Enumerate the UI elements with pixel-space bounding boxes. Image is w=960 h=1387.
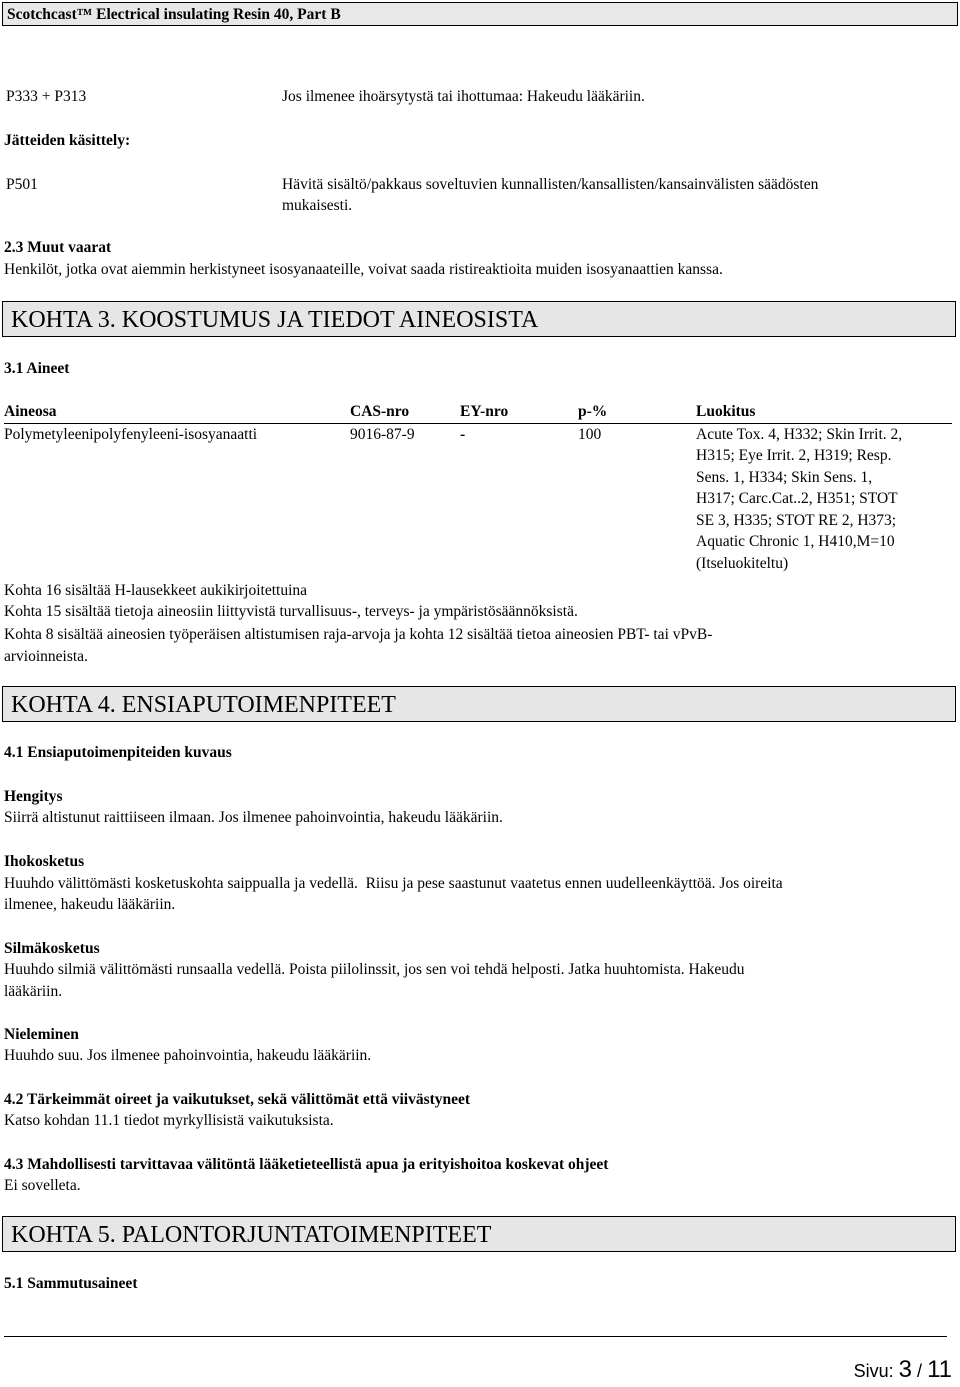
classification-line: SE 3, H335; STOT RE 2, H373;: [696, 511, 897, 529]
eye-contact-heading: Silmäkosketus: [4, 940, 100, 957]
classification-line: Acute Tox. 4, H332; Skin Irrit. 2,: [696, 425, 903, 443]
page-current: 3: [898, 1356, 913, 1383]
section-3-note-8-line2: arvioinneista.: [4, 648, 88, 665]
p333-text: Jos ilmenee ihoärsytystä tai ihottumaa: Hakeudu lääkäriin.: [282, 88, 645, 105]
col-header-classification: Luokitus: [696, 401, 952, 423]
cell-classification: [696, 423, 952, 574]
skin-contact-text-line1: Huuhdo välittömästi kosketuskohta saippualla ja vedellä. Riisu ja pese saastunut vaatetus ennen uudelleenkäyttöä. Jos oireita: [4, 875, 783, 892]
classification-line: (Itseluokiteltu): [696, 554, 789, 572]
waste-heading: Jätteiden käsittely:: [4, 132, 131, 149]
footer-divider: [4, 1336, 947, 1337]
col-header-ingredient: Aineosa: [4, 401, 350, 423]
section-4-2-text: Katso kohdan 11.1 tiedot myrkyllisistä vaikutuksista.: [4, 1112, 334, 1129]
section-3-note-8-line1: Kohta 8 sisältää aineosien työperäisen altistumisen raja-arvoja ja kohta 12 sisältää tietoa aineosien PBT- tai vPvB-: [4, 626, 713, 643]
section-4-2-heading: 4.2 Tärkeimmät oireet ja vaikutukset, sekä välittömät että viivästyneet: [4, 1091, 471, 1108]
skin-contact-heading: Ihokosketus: [4, 853, 85, 870]
eye-contact-text-line1: Huuhdo silmiä välittömästi runsaalla vedellä. Poista piilolinssit, jos sen voi tehdä helposti. Jatka huuhtomista. Hakeudu: [4, 961, 745, 978]
classification-line: H317; Carc.Cat..2, H351; STOT: [696, 490, 898, 507]
p501-text-line1: Hävitä sisältö/pakkaus soveltuvien kunnallisten/kansallisten/kansainvälisten säädösten: [282, 176, 819, 193]
table-row: [4, 423, 952, 574]
section-3-note-15: Kohta 15 sisältää tietoja aineosiin liittyvistä turvallisuus-, terveys- ja ympäristösäännöksistä.: [4, 603, 578, 620]
cell-cas: 9016-87-9: [350, 425, 415, 443]
col-header-cas: CAS-nro: [350, 401, 460, 423]
section-3-note-16: Kohta 16 sisältää H-lausekkeet aukikirjoitettuina: [4, 582, 308, 599]
p501-text-line2: mukaisesti.: [282, 197, 353, 214]
section-3-1-heading: 3.1 Aineet: [4, 360, 70, 377]
col-header-ey: EY-nro: [460, 401, 578, 423]
section-5-title: KOHTA 5. PALONTORJUNTATOIMENPITEET: [2, 1216, 956, 1252]
page-number: [854, 1356, 952, 1384]
section-4-3-heading: 4.3 Mahdollisesti tarvittavaa välitöntä lääketieteellistä apua ja erityishoitoa koskevat ohjeet: [4, 1156, 609, 1173]
page-label: Sivu:: [853, 1361, 894, 1381]
skin-contact-text-line2: ilmenee, hakeudu lääkäriin.: [4, 896, 176, 913]
other-hazards-heading: 2.3 Muut vaarat: [4, 239, 112, 256]
p333-code: P333 + P313: [6, 88, 87, 105]
inhalation-text: Siirrä altistunut raittiiseen ilmaan. Jos ilmenee pahoinvointia, hakeudu lääkäriin.: [4, 809, 503, 826]
page-separator: /: [917, 1361, 923, 1381]
classification-line: Sens. 1, H334; Skin Sens. 1,: [696, 468, 873, 486]
document-header: Scotchcast™ Electrical insulating Resin 40, Part B: [2, 2, 958, 26]
ingestion-text: Huuhdo suu. Jos ilmenee pahoinvointia, hakeudu lääkäriin.: [4, 1047, 372, 1064]
p501-code: P501: [6, 176, 38, 193]
other-hazards-text: Henkilöt, jotka ovat aiemmin herkistyneet isosyanaateille, voivat saada ristireaktioita muiden isosyanaattien kanssa.: [4, 261, 723, 278]
section-4-3-text: Ei sovelleta.: [4, 1177, 81, 1194]
col-header-percent: p-%: [578, 401, 696, 423]
section-3-title: KOHTA 3. KOOSTUMUS JA TIEDOT AINEOSISTA: [2, 301, 956, 337]
section-4-title: KOHTA 4. ENSIAPUTOIMENPITEET: [2, 686, 956, 722]
cell-ey: -: [460, 425, 466, 443]
ingestion-heading: Nieleminen: [4, 1026, 79, 1043]
section-4-1-heading: 4.1 Ensiaputoimenpiteiden kuvaus: [4, 744, 232, 761]
eye-contact-text-line2: lääkäriin.: [4, 983, 63, 1000]
table-header-row: [4, 401, 952, 423]
classification-line: Aquatic Chronic 1, H410,M=10: [696, 533, 895, 550]
section-5-1-heading: 5.1 Sammutusaineet: [4, 1275, 138, 1292]
cell-percent: 100: [578, 425, 602, 443]
classification-line: H315; Eye Irrit. 2, H319; Resp.: [696, 447, 892, 464]
composition-table: [4, 401, 952, 574]
cell-ingredient: Polymetyleenipolyfenyleeni-isosyanaatti: [4, 425, 258, 443]
inhalation-heading: Hengitys: [4, 788, 63, 805]
page-total: 11: [927, 1356, 952, 1383]
